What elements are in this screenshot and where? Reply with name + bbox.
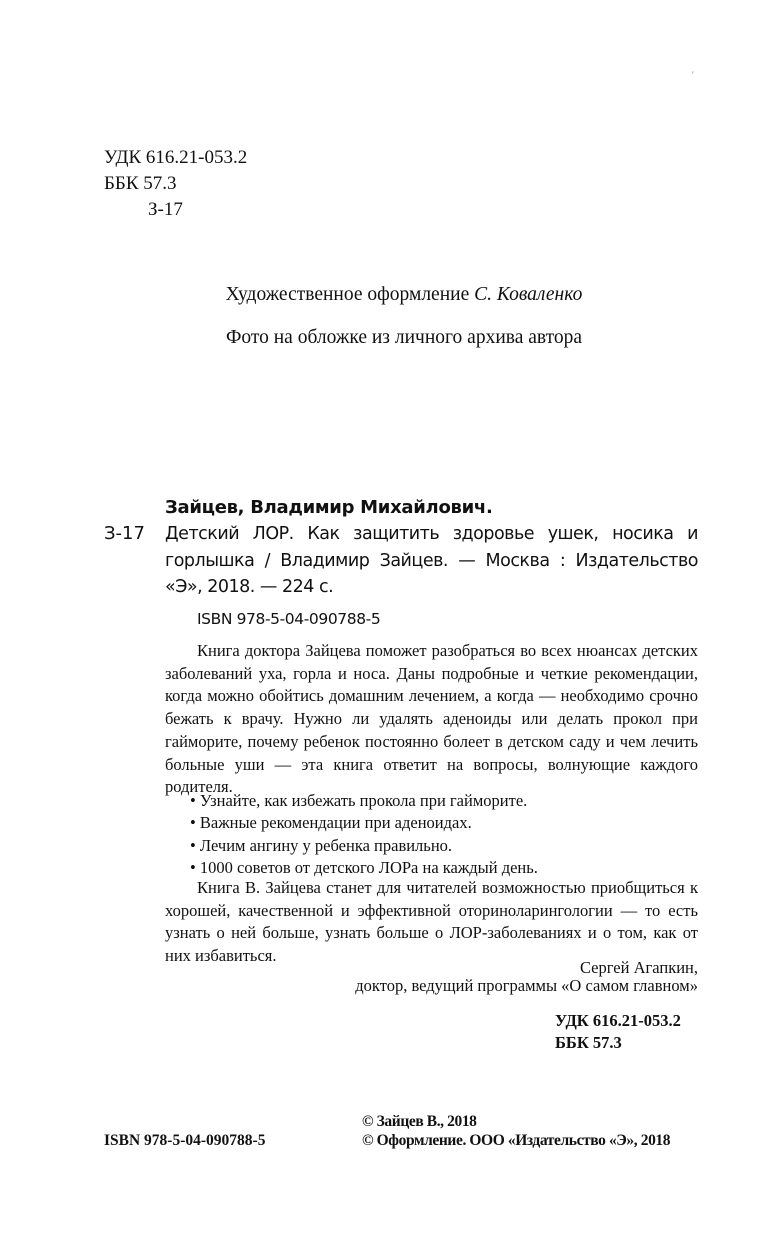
- udc-code-bottom: УДК 616.21-053.2: [555, 1011, 681, 1030]
- bbk-code: ББК 57.3: [104, 173, 177, 194]
- signature-name: Сергей Агапкин,: [579, 958, 698, 977]
- classification-top: [104, 145, 247, 223]
- bbk-code-bottom: ББК 57.3: [555, 1033, 622, 1052]
- annotation-paragraph-2: Книга В. Зайцева станет для читателей возможностью приобщиться к хорошей, качественной и эффективной оториноларингологии — то есть узнать о ней больше, узнать больше о ЛОР-заболеваниях и о том, как от них избавиться.: [165, 878, 698, 966]
- udc-code: УДК 616.21-053.2: [104, 147, 248, 168]
- author-mark: З-17: [148, 199, 183, 220]
- classification-bottom: [555, 1010, 681, 1054]
- design-credit: [0, 284, 768, 306]
- bullet-item: • Важные рекомендации при аденоидах.: [190, 813, 472, 833]
- bullet-item: • Лечим ангину у ребенка правильно.: [190, 835, 453, 855]
- isbn-footer: ISBN 978-5-04-090788-5: [104, 1132, 266, 1149]
- signature-title: доктор, ведущий программы «О самом главном»: [355, 976, 698, 995]
- copyright-author: © Зайцев В., 2018: [362, 1113, 477, 1130]
- author-name: Зайцев, Владимир Михайлович.: [165, 497, 493, 518]
- corner-mark: ': [692, 70, 694, 80]
- annotation-2: [165, 877, 698, 968]
- design-credit-name: С. Коваленко: [474, 284, 583, 305]
- annotation-bullet-list: [190, 790, 690, 879]
- bullet-item: • 1000 советов от детского ЛОРа на каждый день.: [190, 857, 538, 877]
- bibliographic-description: [165, 521, 698, 601]
- annotation-paragraph-1: Книга доктора Зайцева поможет разобраться во всех нюансах детских заболеваний уха, горла и носа. Даны подробные и четкие рекомендации, когда можно обойтись домашним лечением, а когда — необходимо срочно бежать к врачу. Нужно ли удалять аденоиды или делать прокол при гайморите, почему ребенок постоянно болеет в детском саду и чем лечить больные уши — эта книга ответит на вопросы, волнующие каждого родителя.: [165, 641, 698, 797]
- bibliographic-text: Детский ЛОР. Как защитить здоровье ушек, носика и горлышка / Владимир Зайцев. — Москва : Издательство «Э», 2018. — 224 с.: [165, 524, 698, 597]
- copyright-design: © Оформление. ООО «Издательство «Э», 2018: [362, 1132, 671, 1149]
- author-mark-entry: З-17: [104, 523, 145, 544]
- annotation: [165, 640, 698, 799]
- bullet-item: • Узнайте, как избежать прокола при гайморите.: [190, 791, 528, 810]
- design-credit-label: Художественное оформление: [225, 284, 470, 305]
- isbn-entry: ISBN 978-5-04-090788-5: [197, 610, 381, 628]
- photo-credit: Фото на обложке из личного архива автора: [225, 327, 583, 348]
